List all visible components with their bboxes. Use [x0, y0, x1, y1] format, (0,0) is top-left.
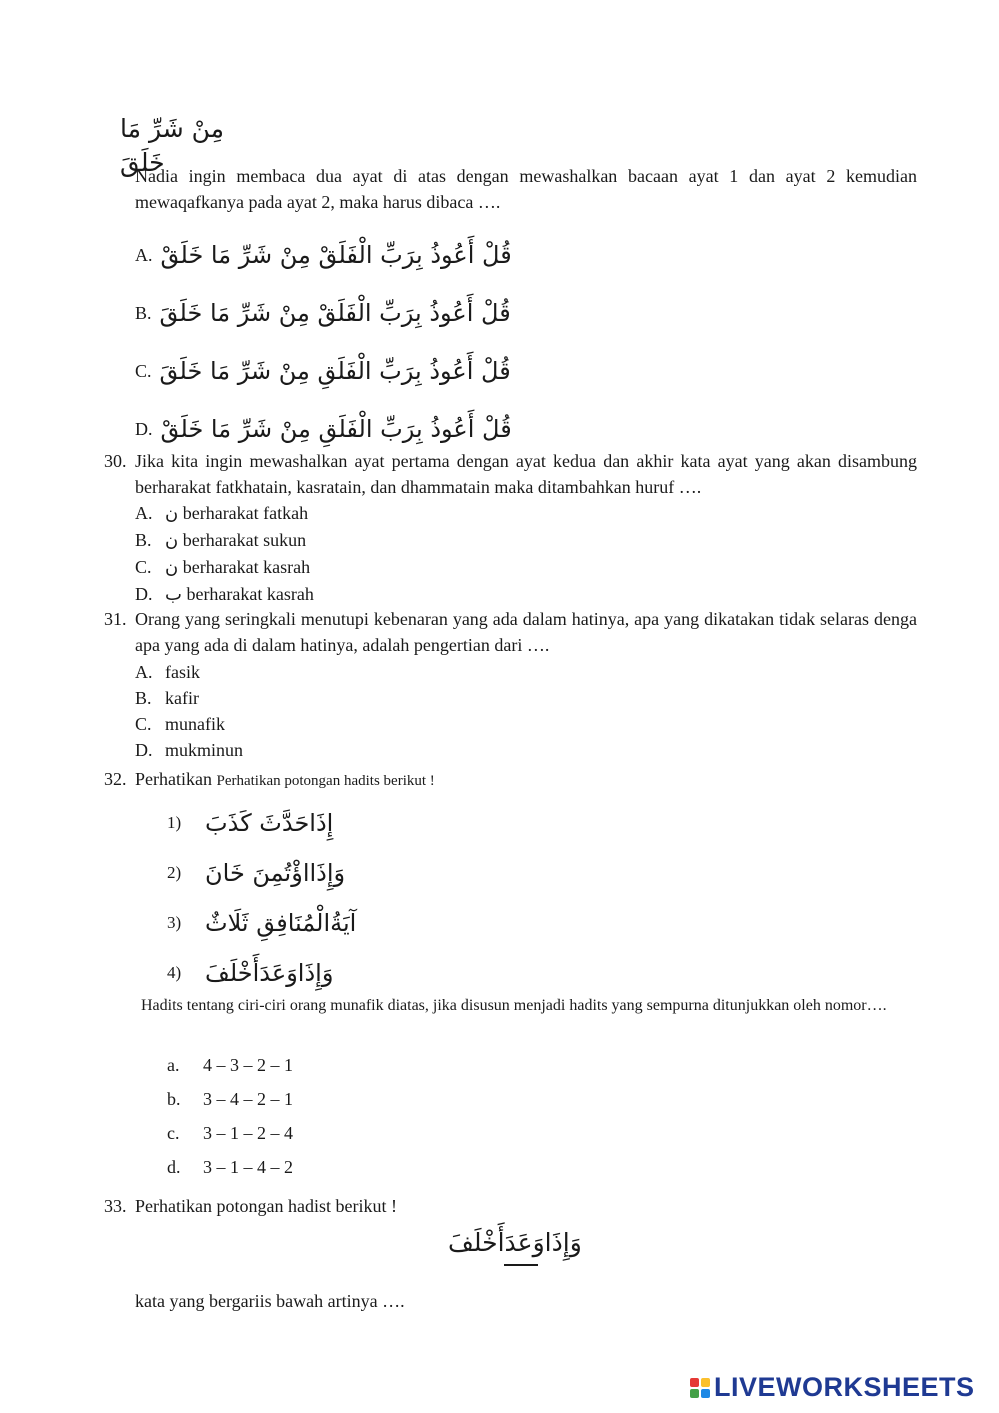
option-text: mukminun: [165, 740, 244, 760]
q30-option-b[interactable]: [135, 527, 314, 554]
q30-option-c[interactable]: [135, 554, 314, 581]
option-label: C.: [135, 714, 152, 734]
underline-mark: [504, 1264, 538, 1266]
option-arabic: قُلْ أَعُوذُ بِرَبِّ الْفَلَقْ مِنْ شَرِّ مَا خَلَقْ: [160, 241, 512, 269]
option-label: B.: [135, 530, 152, 550]
option-text: fasik: [165, 662, 200, 682]
option-label: C.: [135, 557, 152, 577]
q30-option-d[interactable]: [135, 581, 314, 608]
hadith-part: [167, 898, 356, 948]
option-text: berharakat kasrah: [186, 584, 314, 604]
q33-hadith: وَإِذَاوَعَدَأَخْلَفَ: [448, 1228, 582, 1257]
option-label: C.: [135, 360, 152, 381]
option-text: 3 – 4 – 2 – 1: [203, 1089, 293, 1109]
logo-mark-icon: [690, 1378, 710, 1398]
logo-text: LIVEWORKSHEETS: [714, 1372, 975, 1402]
q29-option-b[interactable]: [135, 284, 512, 342]
hadith-part: [167, 848, 356, 898]
hadith-part-arabic: آيَةُالْمُنَافِقِ ثَلَاثٌ: [205, 909, 357, 937]
q32-instruction: Hadits tentang ciri-ciri orang munafik diatas, jika disusun menjadi hadits yang sempurna ditunjukkan oleh nomor….: [141, 997, 887, 1014]
q30-options: [135, 500, 314, 608]
option-label: D.: [135, 740, 153, 760]
option-label: B.: [135, 302, 152, 323]
q33-hadith-block: [448, 1224, 582, 1262]
option-label: c.: [167, 1123, 180, 1143]
q32-options: [167, 1048, 293, 1184]
q32-lead: Perhatikan: [135, 769, 212, 789]
q30-question: Jika kita ingin mewashalkan ayat pertama dengan ayat kedua dan akhir kata ayat yang akan disambung berharakat fatkhatain, kasratain, dan dhammatain maka ditambahkan huruf ….: [135, 451, 917, 497]
q30-option-a[interactable]: [135, 500, 314, 527]
q32-option-c[interactable]: [167, 1116, 293, 1150]
q29-options: [135, 226, 512, 458]
q29-option-a[interactable]: [135, 226, 512, 284]
q31-option-a[interactable]: [135, 659, 243, 685]
hadith-part-number: 4): [167, 963, 182, 982]
logo-square: [690, 1378, 699, 1387]
q32-number: 32.: [104, 769, 127, 789]
logo-square: [701, 1389, 710, 1398]
option-arabic: قُلْ أَعُوذُ بِرَبِّ الْفَلَقِ مِنْ شَرِّ مَا خَلَقْ: [160, 415, 512, 443]
q32-hadith-list: [167, 798, 356, 998]
hadith-part-number: 2): [167, 863, 182, 882]
arabic-letter: ن: [165, 530, 179, 551]
q31-question: Orang yang seringkali menutupi kebenaran yang ada dalam hatinya, apa yang dikatakan tidak selaras denga apa yang ada di dalam hatinya, adalah pengertian dari ….: [135, 609, 917, 655]
option-text: berharakat kasrah: [182, 557, 311, 577]
q33-question: Perhatikan potongan hadist berikut !: [135, 1196, 397, 1216]
option-label: A.: [135, 503, 153, 523]
option-label: D.: [135, 418, 153, 439]
option-text: berharakat fatkah: [182, 503, 309, 523]
arabic-letter: ب: [165, 584, 182, 605]
hadith-part-arabic: وَإِذَااؤْتُمِنَ خَانَ: [205, 859, 346, 887]
option-text: munafik: [165, 714, 225, 734]
q30-number: 30.: [104, 451, 127, 471]
q32-option-d[interactable]: [167, 1150, 293, 1184]
option-text: 3 – 1 – 2 – 4: [203, 1123, 293, 1143]
option-label: A.: [135, 244, 153, 265]
arabic-letter: ن: [165, 503, 179, 524]
option-label: d.: [167, 1157, 181, 1177]
option-text: 4 – 3 – 2 – 1: [203, 1055, 293, 1075]
q33-number: 33.: [104, 1196, 127, 1216]
hadith-part: [167, 798, 356, 848]
q32-lead-small: Perhatikan potongan hadits berikut !: [216, 773, 435, 789]
q29-option-c[interactable]: [135, 342, 512, 400]
option-text: 3 – 1 – 4 – 2: [203, 1157, 293, 1177]
hadith-part-number: 1): [167, 813, 182, 832]
option-label: B.: [135, 688, 152, 708]
q32-option-b[interactable]: [167, 1082, 293, 1116]
q29-question: Nadia ingin membaca dua ayat di atas dengan mewashalkan bacaan ayat 1 dan ayat 2 kemudian mewaqafkanya pada ayat 2, maka harus dibaca ….: [135, 166, 917, 212]
q31-options: [135, 659, 243, 763]
q31-option-d[interactable]: [135, 737, 243, 763]
liveworksheets-logo: [690, 1372, 975, 1403]
option-text: berharakat sukun: [182, 530, 307, 550]
q32-heading: [135, 766, 435, 794]
option-label: A.: [135, 662, 153, 682]
q31-option-b[interactable]: [135, 685, 243, 711]
top-ayah: مِنْ شَرِّ مَا خَلَقَ: [120, 114, 225, 177]
q31-option-c[interactable]: [135, 711, 243, 737]
hadith-part-number: 3): [167, 913, 182, 932]
q32-option-a[interactable]: [167, 1048, 293, 1082]
option-text: kafir: [165, 688, 199, 708]
arabic-letter: ن: [165, 557, 179, 578]
option-arabic: قُلْ أَعُوذُ بِرَبِّ الْفَلَقِ مِنْ شَرِّ مَا خَلَقَ: [159, 357, 511, 385]
option-label: D.: [135, 584, 153, 604]
option-arabic: قُلْ أَعُوذُ بِرَبِّ الْفَلَقْ مِنْ شَرِّ مَا خَلَقَ: [159, 299, 511, 327]
hadith-part: [167, 948, 356, 998]
logo-square: [690, 1389, 699, 1398]
q31-number: 31.: [104, 609, 127, 629]
q33-prompt: kata yang bergariis bawah artinya ….: [135, 1291, 405, 1311]
hadith-part-arabic: إِذَاحَدَّثَ كَذَبَ: [205, 809, 334, 837]
option-label: a.: [167, 1055, 180, 1075]
q33-hadith-wrapper: [448, 1224, 582, 1262]
logo-square: [701, 1378, 710, 1387]
hadith-part-arabic: وَإِذَاوَعَدَأَخْلَفَ: [205, 959, 334, 987]
option-label: b.: [167, 1089, 181, 1109]
